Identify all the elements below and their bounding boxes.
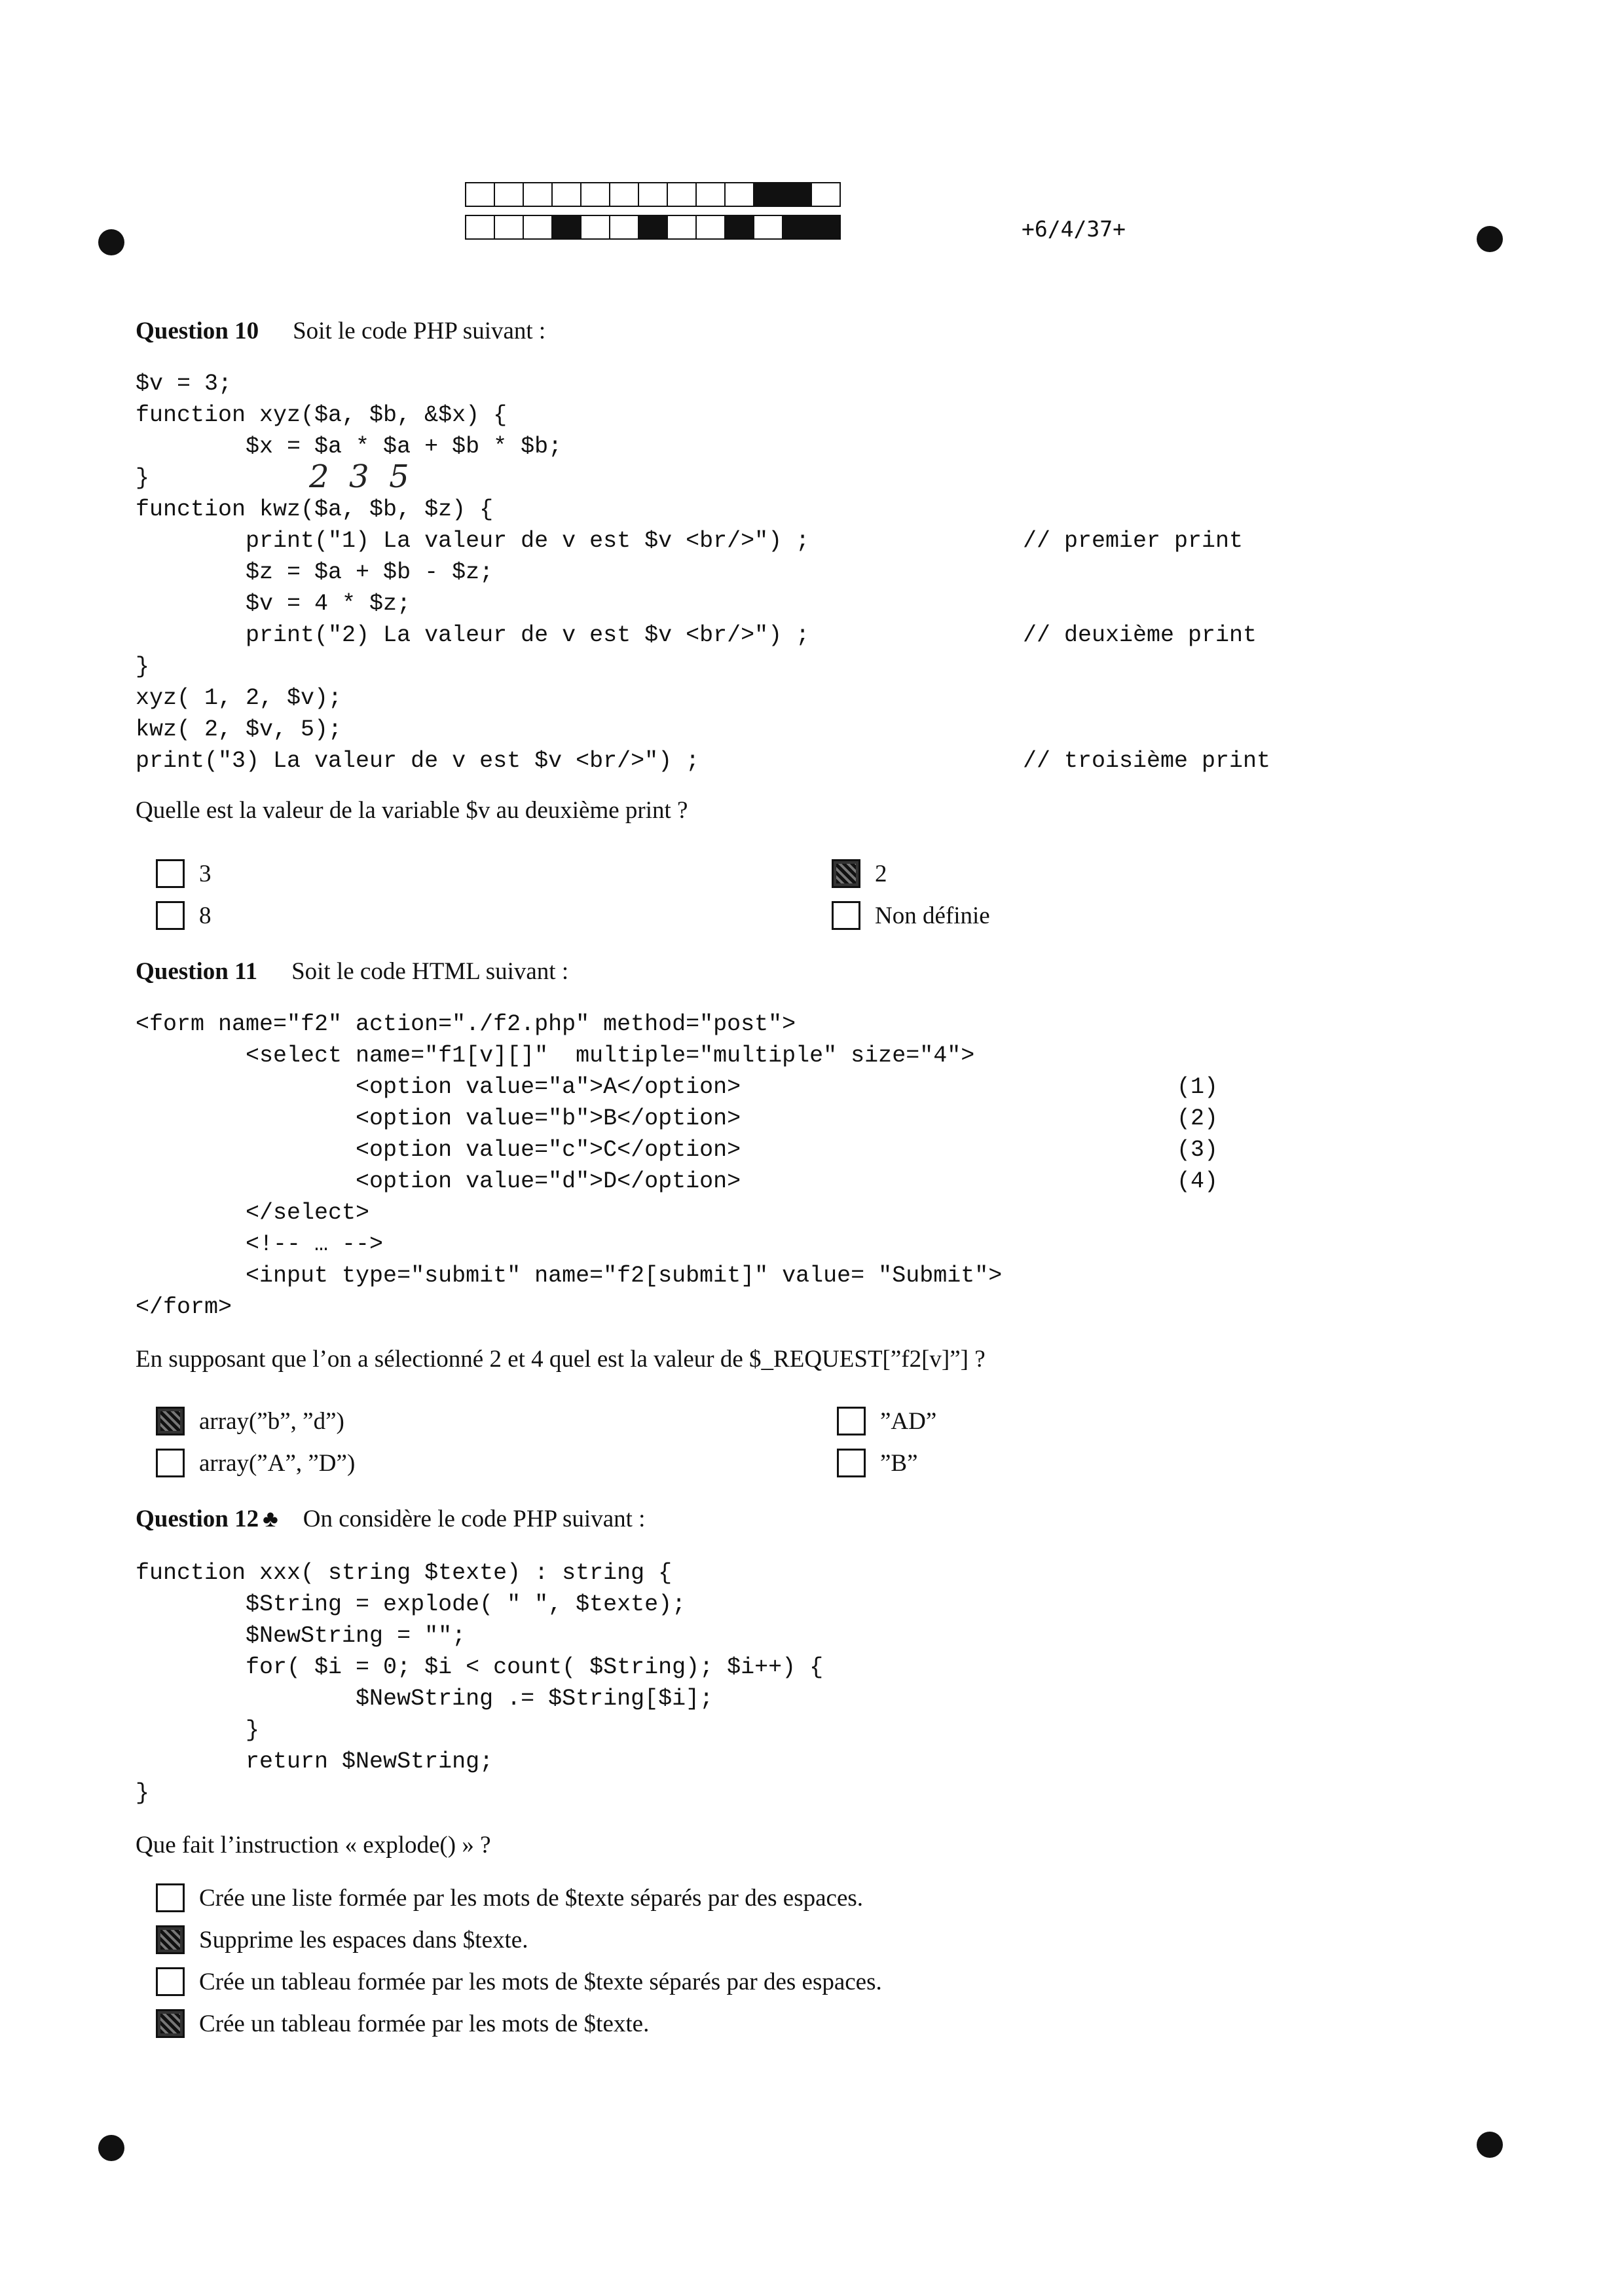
code-line [136,1291,1314,1323]
question-11-code-block [136,1009,1314,1323]
question-10-title [136,317,545,345]
barcode-cell [465,215,495,240]
code-line [136,1197,1314,1229]
code-line [136,399,1314,431]
barcode-cell [638,182,668,207]
code-line [136,745,1314,777]
q11-option-2[interactable] [156,1449,355,1477]
code-line [136,1040,1314,1071]
code-text: <!-- … --> [136,1231,384,1257]
barcode-cell [494,215,524,240]
code-comment: // deuxième print [1023,622,1257,648]
code-text: $NewString .= $String[$i]; [136,1686,714,1712]
option-label: Non définie [875,902,990,929]
code-comment: // premier print [1023,528,1244,554]
code-line [136,1589,1314,1620]
option-label: ”AD” [880,1407,937,1435]
checkbox[interactable] [156,859,185,888]
question-12-title [136,1505,645,1533]
question-intro: Soit le code PHP suivant : [293,318,546,344]
code-text: print("1) La valeur de v est $v <br/>") ; [136,528,810,554]
code-text: $String = explode( " ", $texte); [136,1591,686,1618]
question-11-title [136,957,568,986]
barcode-cell [638,215,668,240]
question-12-prompt: Que fait l’instruction « explode() » ? [136,1832,491,1859]
code-line [136,1714,1314,1746]
barcode-cell [753,182,783,207]
code-line [136,1777,1314,1809]
checkbox[interactable] [156,901,185,930]
code-text: <option value="c">C</option> [136,1137,741,1163]
checkbox[interactable] [156,1449,185,1477]
checkbox[interactable] [832,859,860,888]
code-text: <option value="a">A</option> [136,1074,741,1100]
question-12-code-block [136,1557,1314,1809]
line-number-marker: (2) [1177,1105,1219,1132]
barcode-cell [782,182,812,207]
code-line [136,525,1314,557]
option-label: array(”b”, ”d”) [199,1407,344,1435]
handwritten-annotation: 2 3 5 [309,458,409,495]
option-label: Crée un tableau formée par les mots de $texte séparés par des espaces. [199,1968,882,1995]
registration-dot-bottom-right [1477,2132,1503,2158]
option-label: Supprime les espaces dans $texte. [199,1926,528,1953]
checkbox[interactable] [156,1883,185,1912]
q12-option-3[interactable] [156,1967,882,1996]
code-line [136,651,1314,682]
q12-option-4[interactable] [156,2009,649,2038]
barcode-cell [811,182,841,207]
code-text: print("2) La valeur de v est $v <br/>") ; [136,622,810,648]
q11-option-3[interactable] [837,1407,936,1435]
page-id-code: +6/4/37+ [1022,216,1126,242]
q11-option-4[interactable] [837,1449,918,1477]
barcode-cell [494,182,524,207]
q12-option-2[interactable] [156,1925,528,1954]
checkbox[interactable] [156,1925,185,1954]
code-text: } [136,1780,150,1806]
code-text: <option value="d">D</option> [136,1168,741,1194]
code-line [136,494,1314,525]
code-text: $v = 4 * $z; [136,591,411,617]
code-line [136,1683,1314,1714]
q10-option-4[interactable] [832,901,990,930]
checkbox[interactable] [156,1407,185,1435]
code-text: return $NewString; [136,1749,494,1775]
registration-dot-top-left [98,229,124,255]
q10-option-2[interactable] [156,901,212,930]
registration-dot-top-right [1477,226,1503,252]
code-comment: // troisième print [1023,748,1271,774]
barcode-cell [724,182,754,207]
code-text: xyz( 1, 2, $v); [136,685,342,711]
line-number-marker: (1) [1177,1074,1219,1100]
barcode-cell [667,215,697,240]
code-text: function xxx( string $texte) : string { [136,1560,673,1586]
code-text: $z = $a + $b - $z; [136,559,494,585]
barcode-cell [551,215,581,240]
code-text: $NewString = ""; [136,1623,466,1649]
code-line [136,682,1314,714]
code-line [136,1746,1314,1777]
barcode-cell [523,182,553,207]
code-text: print("3) La valeur de v est $v <br/>") ; [136,748,700,774]
option-label: Crée un tableau formée par les mots de $texte. [199,2010,650,2037]
code-text: <input type="submit" name="f2[submit]" value= "Submit"> [136,1263,1003,1289]
question-10-code-block [136,368,1314,777]
question-intro: Soit le code HTML suivant : [291,958,569,985]
barcode-cell [667,182,697,207]
club-icon: ♣ [263,1506,278,1532]
line-number-marker: (4) [1177,1168,1219,1194]
option-label: ”B” [880,1449,918,1477]
code-line [136,714,1314,745]
line-number-marker: (3) [1177,1137,1219,1163]
code-text: } [136,1717,260,1743]
code-line [136,588,1314,620]
code-line [136,1009,1314,1040]
barcode-row-bottom [465,215,840,240]
code-text: for( $i = 0; $i < count( $String); $i++) { [136,1654,824,1680]
barcode-cell [753,215,783,240]
code-line [136,1260,1314,1291]
barcode-cell [551,182,581,207]
code-text: function xyz($a, $b, &$x) { [136,402,507,428]
code-line [136,557,1314,588]
code-text: </select> [136,1200,370,1226]
option-label: array(”A”, ”D”) [199,1449,356,1477]
code-text: kwz( 2, $v, 5); [136,716,342,743]
question-intro: On considère le code PHP suivant : [303,1506,646,1532]
code-text: <option value="b">B</option> [136,1105,741,1132]
option-label: Crée une liste formée par les mots de $texte séparés par des espaces. [199,1884,864,1912]
question-10-prompt: Quelle est la valeur de la variable $v au deuxième print ? [136,797,688,824]
code-text: } [136,654,150,680]
option-label: 8 [199,902,212,929]
question-number: Question 10 [136,318,259,344]
code-line [136,1620,1314,1652]
code-line [136,368,1314,399]
q11-option-1[interactable] [156,1407,344,1435]
question-11-prompt: En supposant que l’on a sélectionné 2 et 4 quel est la valeur de $_REQUEST[”f2[v]”] ? [136,1346,986,1373]
code-text: function kwz($a, $b, $z) { [136,496,494,523]
barcode-cell [465,182,495,207]
question-number: Question 12 [136,1506,259,1532]
code-line [136,1166,1314,1197]
barcode-cell [695,182,726,207]
checkbox[interactable] [156,2009,185,2038]
code-line [136,620,1314,651]
barcode-cell [695,215,726,240]
q10-option-3[interactable] [832,859,887,888]
barcode-cell [782,215,812,240]
code-text: $v = 3; [136,371,232,397]
barcode-cell [523,215,553,240]
checkbox[interactable] [837,1449,866,1477]
code-line [136,1229,1314,1260]
code-text: $x = $a * $a + $b * $b; [136,434,563,460]
code-line [136,431,1314,462]
question-number: Question 11 [136,958,258,985]
option-label: 2 [875,860,887,887]
code-line [136,1652,1314,1683]
checkbox[interactable] [837,1407,866,1435]
barcode-cell [580,215,610,240]
code-text: } [136,465,150,491]
q10-option-1[interactable] [156,859,212,888]
barcode-cell [580,182,610,207]
q12-option-1[interactable] [156,1883,863,1912]
barcode-cell [609,182,639,207]
barcode-cell [609,215,639,240]
code-text: <form name="f2" action="./f2.php" method="post"> [136,1011,796,1037]
code-line [136,1134,1314,1166]
barcode-cell [724,215,754,240]
code-line [136,1557,1314,1589]
code-text: </form> [136,1294,232,1320]
option-label: 3 [199,860,212,887]
checkbox[interactable] [832,901,860,930]
code-text: <select name="f1[v][]" multiple="multiple" size="4"> [136,1043,975,1069]
checkbox[interactable] [156,1967,185,1996]
code-line [136,1103,1314,1134]
registration-dot-bottom-left [98,2135,124,2161]
barcode-cell [811,215,841,240]
barcode-row-top [465,182,840,207]
code-line [136,1071,1314,1103]
